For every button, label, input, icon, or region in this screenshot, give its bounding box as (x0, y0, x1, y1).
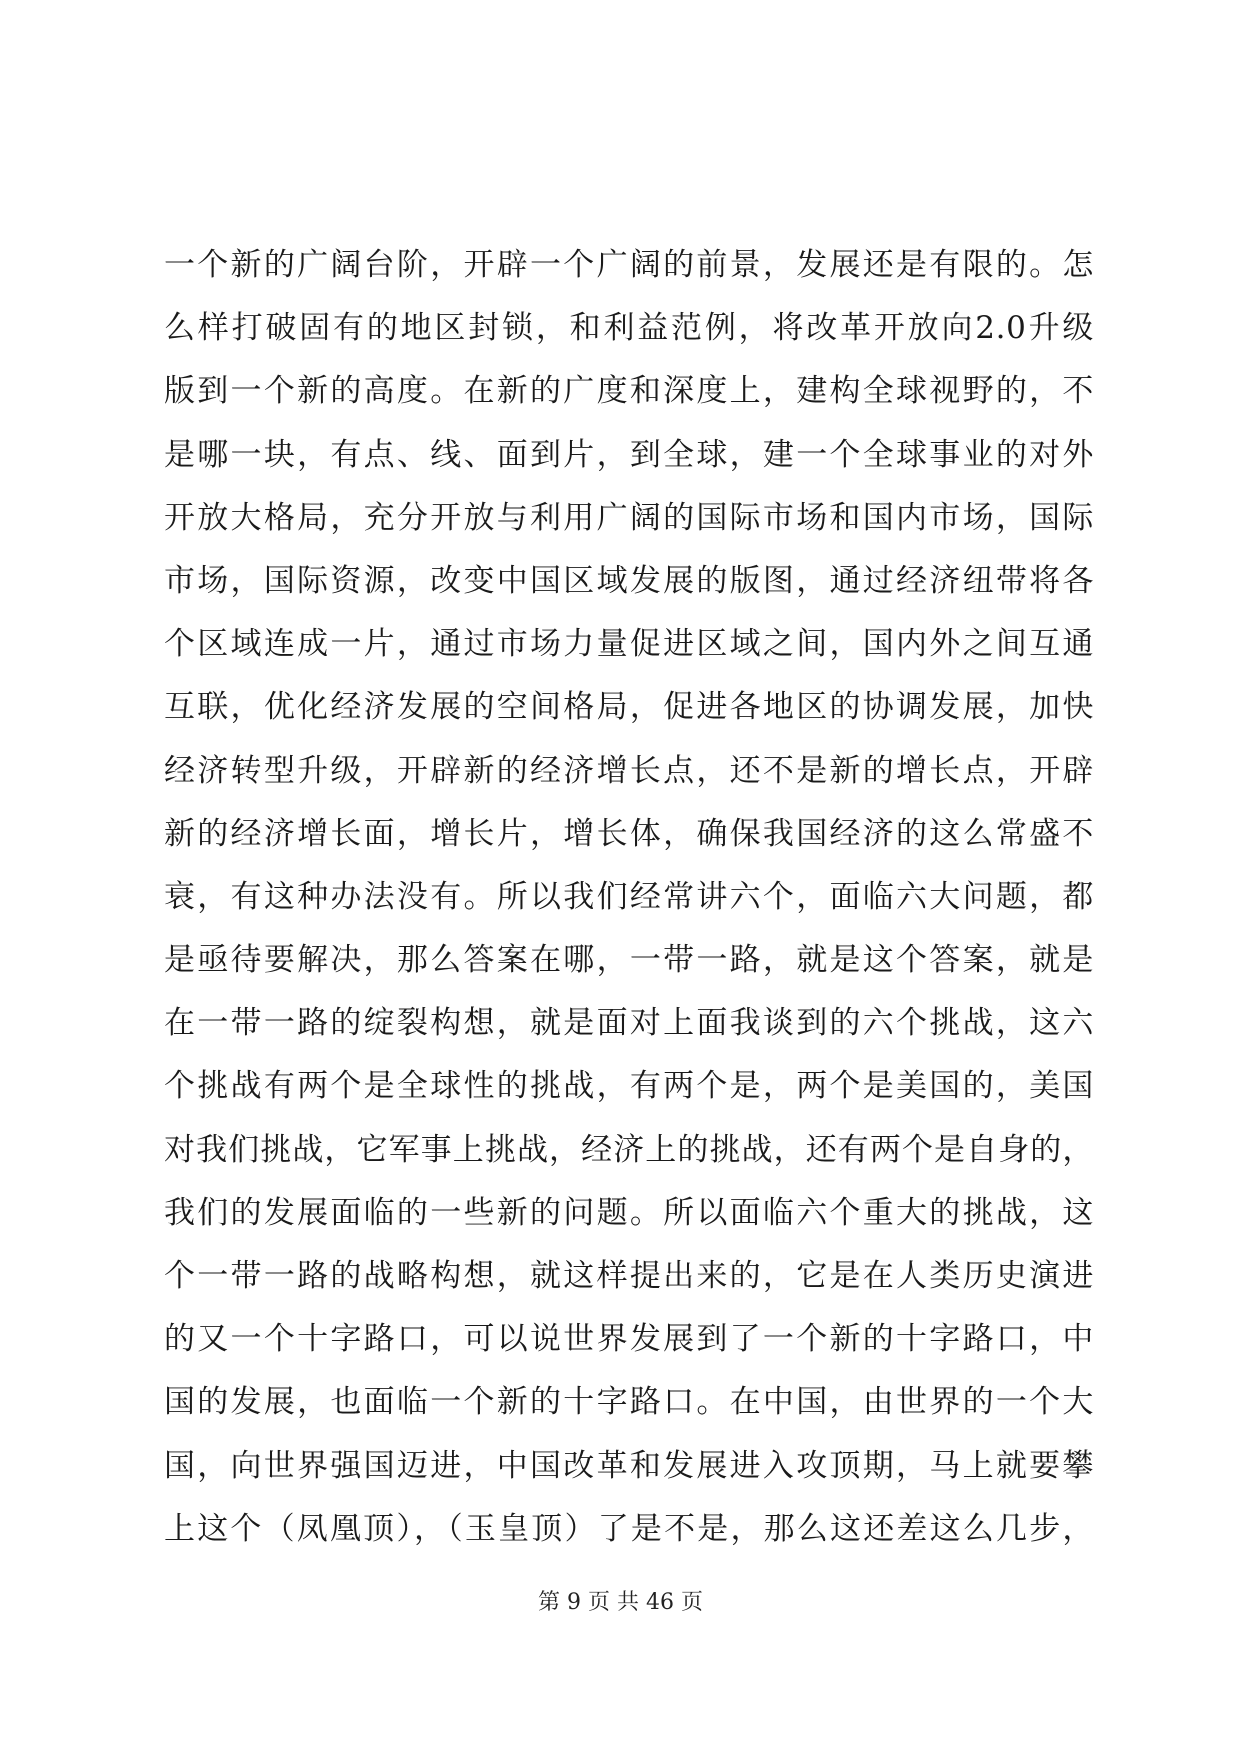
text-line: 国，向世界强国迈进，中国改革和发展进入攻顶期，马上就要攀 (164, 1447, 1094, 1484)
text-line: 是哪一块，有点、线、面到片，到全球，建一个全球事业的对外 (164, 436, 1094, 473)
text-line: 版到一个新的高度。在新的广度和深度上，建构全球视野的，不 (164, 373, 1094, 410)
text-line: 新的经济增长面，增长片，增长体，确保我国经济的这么常盛不 (164, 815, 1094, 852)
text-line: 我们的发展面临的一些新的问题。所以面临六个重大的挑战，这 (164, 1194, 1094, 1231)
text-line: 个一带一路的战略构想，就这样提出来的，它是在人类历史演进 (164, 1258, 1094, 1294)
text-line: 衰，有这种办法没有。所以我们经常讲六个，面临六大问题，都 (164, 878, 1094, 915)
page-number-footer: 第 9 页 共 46 页 (538, 1590, 703, 1615)
text-line: 经济转型升级，开辟新的经济增长点，还不是新的增长点，开辟 (164, 752, 1094, 789)
text-line: 的又一个十字路口，可以说世界发展到了一个新的十字路口，中 (164, 1321, 1094, 1358)
text-line: 一个新的广阔台阶，开辟一个广阔的前景，发展还是有限的。怎 (164, 247, 1094, 283)
text-line: 对我们挑战，它军事上挑战，经济上的挑战，还有两个是自身的， (164, 1131, 1094, 1168)
text-line: 互联，优化经济发展的空间格局，促进各地区的协调发展，加快 (164, 689, 1094, 726)
text-line: 个区域连成一片，通过市场力量促进区域之间，国内外之间互通 (164, 626, 1094, 663)
text-line: 市场，国际资源，改变中国区域发展的版图，通过经济纽带将各 (164, 562, 1094, 599)
text-line: 开放大格局，充分开放与利用广阔的国际市场和国内市场，国际 (164, 499, 1094, 536)
text-line: 国的发展，也面临一个新的十字路口。在中国，由世界的一个大 (164, 1384, 1094, 1421)
text-line: 上这个（凤凰顶），（玉皇顶）了是不是，那么这还差这么几步， (164, 1510, 1094, 1547)
text-line: 是亟待要解决，那么答案在哪，一带一路，就是这个答案，就是 (164, 942, 1094, 979)
text-line: 个挑战有两个是全球性的挑战，有两个是，两个是美国的，美国 (164, 1068, 1094, 1105)
text-line: 在一带一路的绽裂构想，就是面对上面我谈到的六个挑战，这六 (164, 1005, 1094, 1042)
text-line: 么样打破固有的地区封锁，和利益范例，将改革开放向2.0升级 (164, 310, 1094, 347)
body-text (164, 234, 1094, 1561)
